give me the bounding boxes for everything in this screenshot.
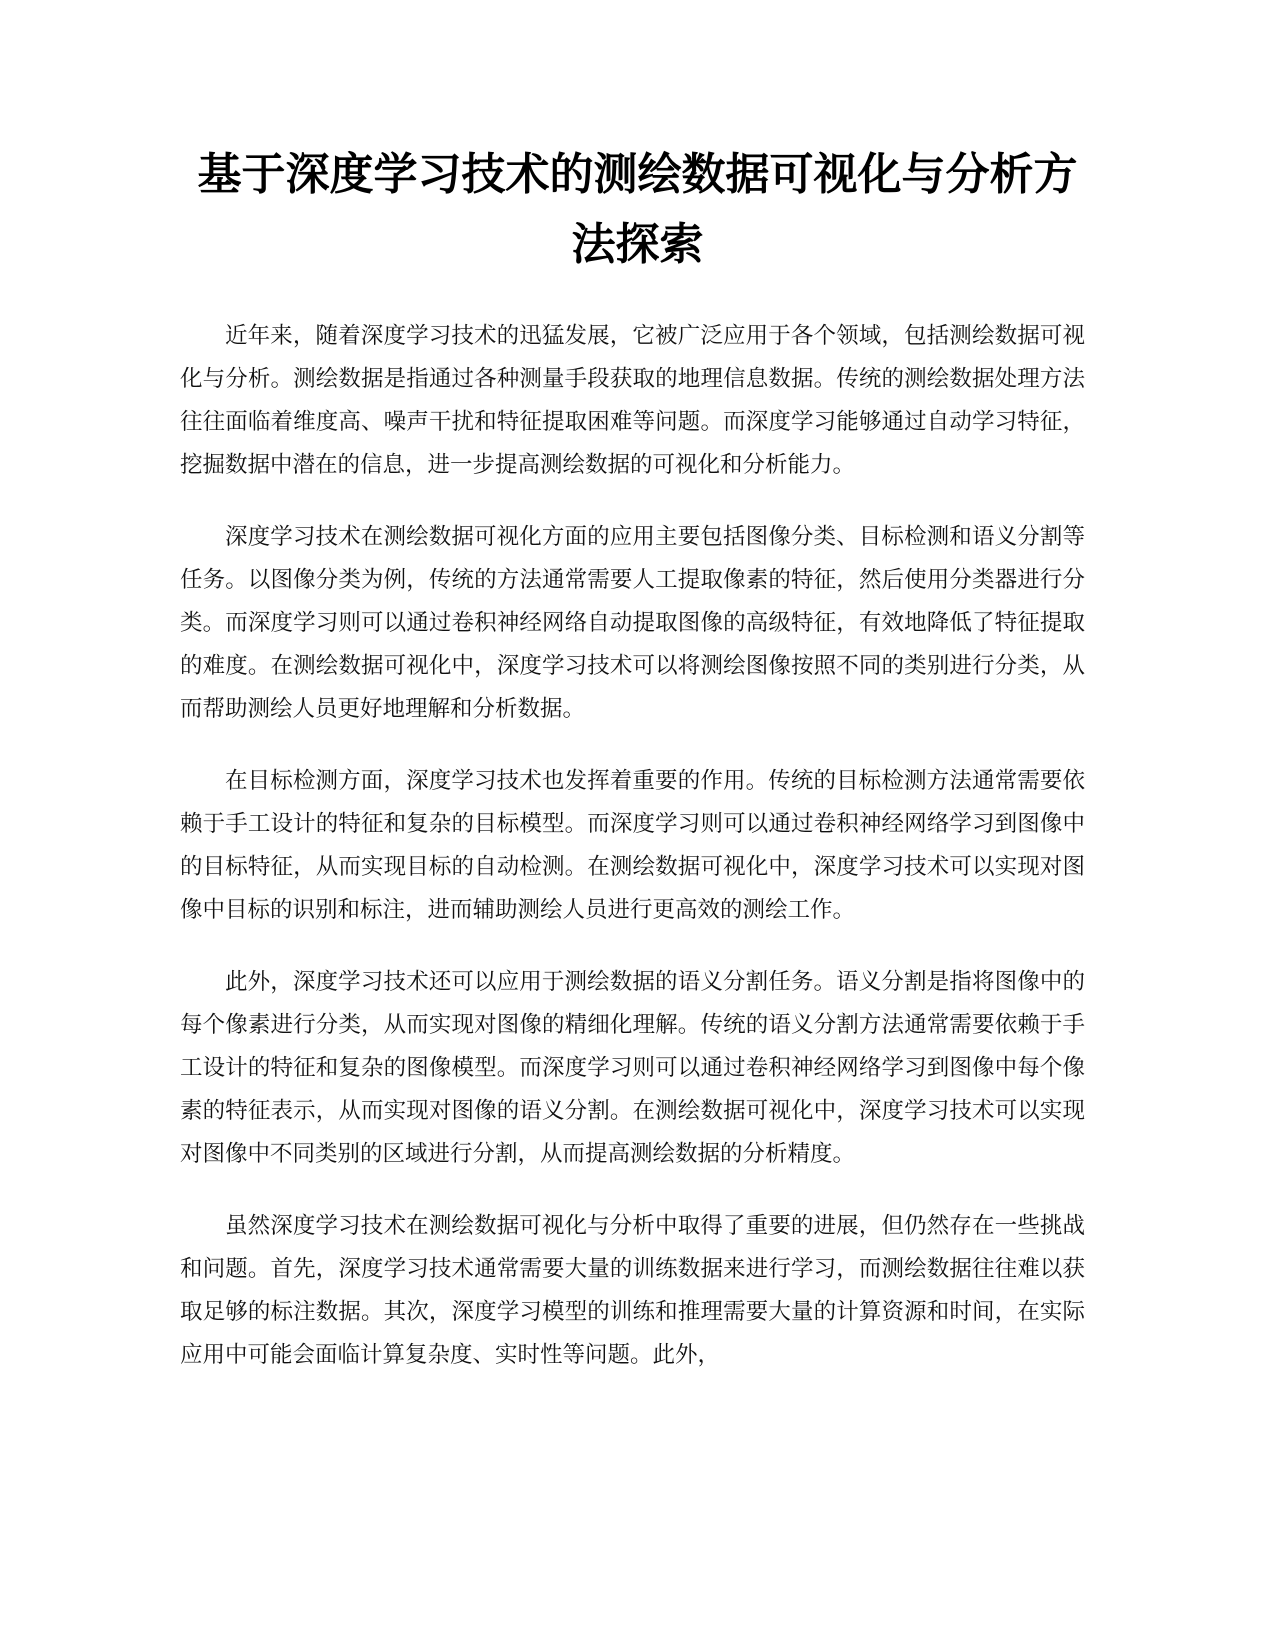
paragraph-1: 近年来，随着深度学习技术的迅猛发展，它被广泛应用于各个领域，包括测绘数据可视化与分析。测绘数据是指通过各种测量手段获取的地理信息数据。传统的测绘数据处理方法往往面临着维度高、噪声干扰和特征提取困难等问题。而深度学习能够通过自动学习特征，挖掘数据中潜在的信息，进一步提高测绘数据的可视化和分析能力。 — [180, 323, 1085, 478]
document-body — [180, 315, 1085, 1406]
paragraph-4: 此外，深度学习技术还可以应用于测绘数据的语义分割任务。语义分割是指将图像中的每个像素进行分类，从而实现对图像的精细化理解。传统的语义分割方法通常需要依赖于手工设计的特征和复杂的图像模型。而深度学习则可以通过卷积神经网络学习到图像中每个像素的特征表示，从而实现对图像的语义分割。在测绘数据可视化中，深度学习技术可以实现对图像中不同类别的区域进行分割，从而提高测绘数据的分析精度。 — [180, 969, 1085, 1167]
document-title: 基于深度学习技术的测绘数据可视化与分析方法探索 — [197, 149, 1078, 270]
paragraph-3: 在目标检测方面，深度学习技术也发挥着重要的作用。传统的目标检测方法通常需要依赖于手工设计的特征和复杂的目标模型。而深度学习则可以通过卷积神经网络学习到图像中的目标特征，从而实现目标的自动检测。在测绘数据可视化中，深度学习技术可以实现对图像中目标的识别和标注，进而辅助测绘人员进行更高效的测绘工作。 — [180, 768, 1085, 923]
paragraph-5: 虽然深度学习技术在测绘数据可视化与分析中取得了重要的进展，但仍然存在一些挑战和问题。首先，深度学习技术通常需要大量的训练数据来进行学习，而测绘数据往往难以获取足够的标注数据。其次，深度学习模型的训练和推理需要大量的计算资源和时间，在实际应用中可能会面临计算复杂度、实时性等问题。此外， — [180, 1213, 1085, 1368]
paragraph-2: 深度学习技术在测绘数据可视化方面的应用主要包括图像分类、目标检测和语义分割等任务。以图像分类为例，传统的方法通常需要人工提取像素的特征，然后使用分类器进行分类。而深度学习则可以通过卷积神经网络自动提取图像的高级特征，有效地降低了特征提取的难度。在测绘数据可视化中，深度学习技术可以将测绘图像按照不同的类别进行分类，从而帮助测绘人员更好地理解和分析数据。 — [180, 524, 1085, 722]
